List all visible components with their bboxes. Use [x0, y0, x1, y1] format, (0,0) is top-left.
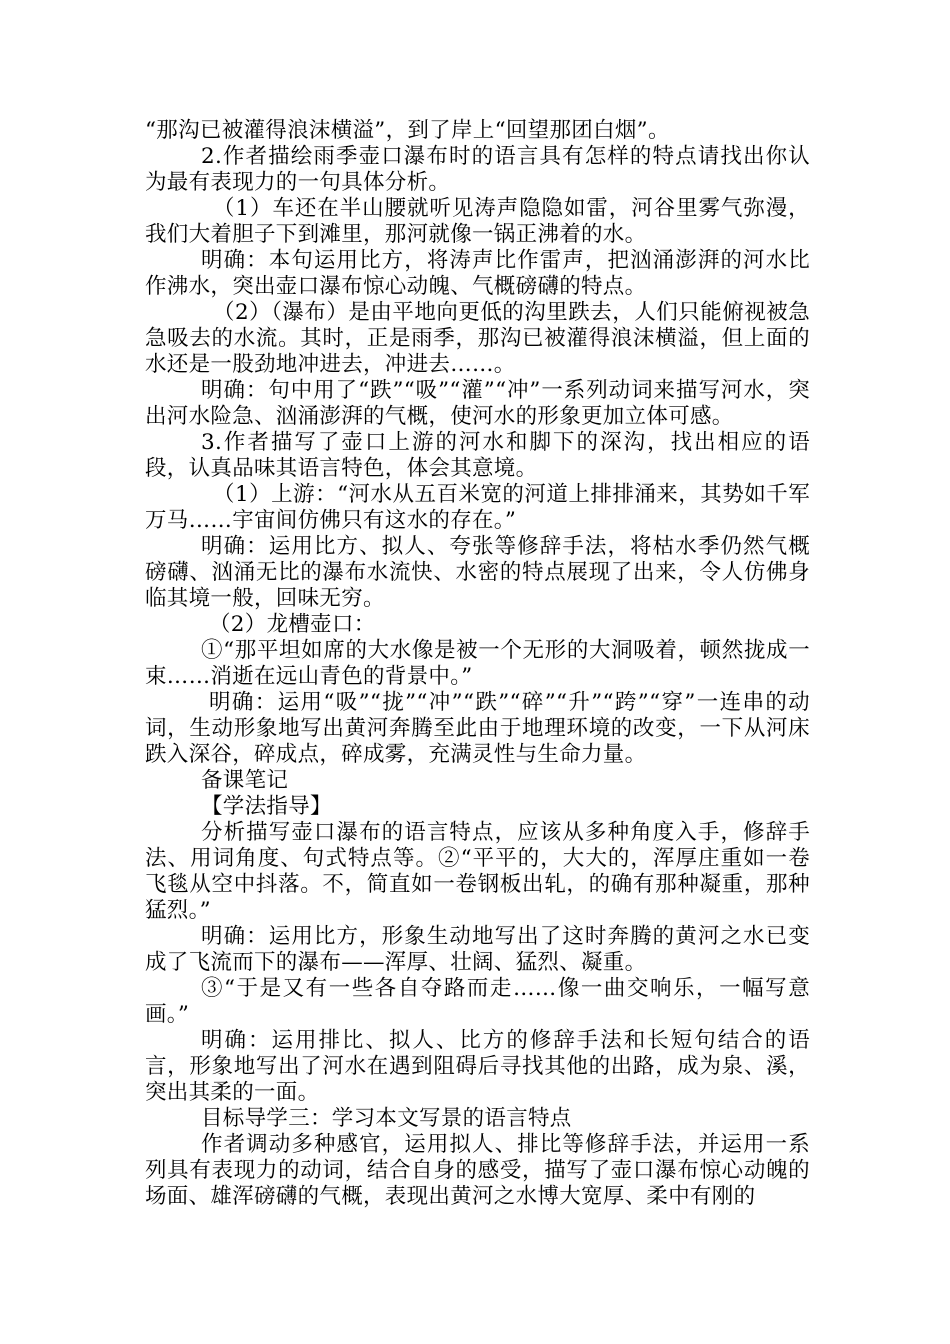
paragraph-notes-heading: 备课笔记: [201, 768, 289, 793]
paragraph-goal-3: 目标导学三：学习本文写景的语言特点: [201, 1106, 572, 1131]
paragraph-method-heading: 【学法指导】: [201, 794, 332, 819]
paragraph-answer-5: 明确：运用比方，形象生动地写出了这时奔腾的黄河之水已变成了飞流而下的瀑布——浑厚、壮阔、猛烈、凝重。: [145, 924, 810, 975]
paragraph-answer-3: 明确：运用比方、拟人、夸张等修辞手法，将枯水季仍然气概磅礴、汹涌无比的瀑布水流快、水密的特点展现了出来，令人仿佛身临其境一般，回味无穷。: [145, 534, 810, 611]
paragraph-method: 分析描写壶口瀑布的语言特点，应该从多种角度入手，修辞手法、用词角度、句式特点等。②“平平的，大大的，浑厚庄重如一卷飞毯从空中抖落。不，简直如一卷钢板出轧，的确有那种凝重，那种猛烈。”: [145, 820, 810, 923]
paragraph-item-1: ①“那平坦如席的大水像是被一个无形的大洞吸着，顿然拢成一束……消逝在远山青色的背景中。”: [145, 638, 810, 689]
paragraph-answer-6: 明确：运用排比、拟人、比方的修辞手法和长短句结合的语言，形象地写出了河水在遇到阻碍后寻找其他的出路，成为泉、溪，突出其柔的一面。: [145, 1028, 810, 1105]
paragraph-example-1: （1）车还在半山腰就听见涛声隐隐如雷，河谷里雾气弥漫，我们大着胆子下到滩里，那河就像一锅正沸着的水。: [145, 196, 810, 247]
paragraph-question-2: 2.作者描绘雨季壶口瀑布时的语言具有怎样的特点请找出你认为最有表现力的一句具体分析。: [145, 144, 810, 195]
paragraph-answer-2: 明确：句中用了“跌”“吸”“灌”“冲”一系列动词来描写河水，突出河水险急、汹涌澎湃的气概，使河水的形象更加立体可感。: [145, 378, 810, 429]
paragraph-summary: 作者调动多种感官，运用拟人、排比等修辞手法，并运用一系列具有表现力的动词，结合自身的感受，描写了壶口瀑布惊心动魄的场面、雄浑磅礴的气概，表现出黄河之水博大宽厚、柔中有刚的: [145, 1132, 810, 1209]
paragraph-example-2: （2）（瀑布）是由平地向更低的沟里跌去，人们只能俯视被急急吸去的水流。其时，正是雨季，那沟已被灌得浪沫横溢，但上面的水还是一股劲地冲进去，冲进去……。: [145, 300, 810, 377]
document-page: [145, 118, 810, 1210]
paragraph-question-3: 3.作者描写了壶口上游的河水和脚下的深沟，找出相应的语段，认真品味其语言特色，体会其意境。: [145, 430, 810, 481]
paragraph-upstream: （1）上游：“河水从五百米宽的河道上排排涌来，其势如千军万马……宇宙间仿佛只有这水的存在。”: [145, 482, 810, 533]
paragraph-longcao: （2）龙槽壶口：: [209, 612, 376, 637]
paragraph-0: “那沟已被灌得浪沫横溢”，到了岸上“回望那团白烟”。: [145, 118, 670, 143]
paragraph-answer-4: 明确：运用“吸”“拢”“冲”“跌”“碎”“升”“跨”“穿”一连串的动词，生动形象地写出黄河奔腾至此由于地理环境的改变，一下从河床跌入深谷，碎成点，碎成雾，充满灵性与生命力量。: [145, 690, 810, 767]
paragraph-item-3: ③“于是又有一些各自夺路而走……像一曲交响乐，一幅写意画。”: [145, 976, 810, 1027]
paragraph-answer-1: 明确：本句运用比方，将涛声比作雷声，把汹涌澎湃的河水比作沸水，突出壶口瀑布惊心动魄、气概磅礴的特点。: [145, 248, 810, 299]
